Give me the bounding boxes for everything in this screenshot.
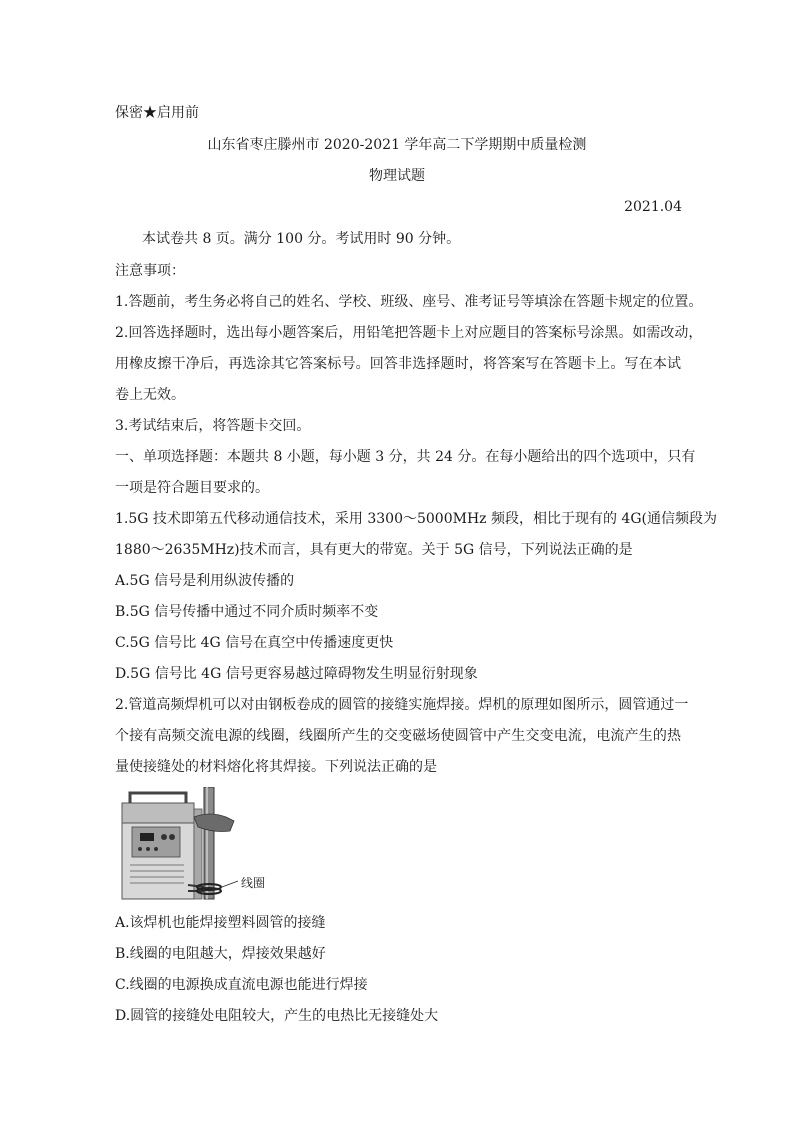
confidential-mark: 保密★启用前 [115, 105, 199, 121]
section-1-heading-line-1: 一、单项选择题：本题共 8 小题，每小题 3 分，共 24 分。在每小题给出的四个选项中，只有 [115, 449, 696, 465]
note-item-2-line-3: 卷上无效。 [115, 387, 185, 403]
question-2-stem-line-1: 2.管道高频焊机可以对由钢板卷成的圆管的接缝实施焊接。焊机的原理如图所示，圆管通过一 [115, 697, 689, 713]
note-item-3: 3.考试结束后，将答题卡交回。 [115, 418, 311, 434]
question-1-option-b: B.5G 信号传播中通过不同介质时频率不变 [115, 604, 379, 620]
subject-title: 物理试题 [369, 168, 425, 184]
note-item-1: 1.答题前，考生务必将自己的姓名、学校、班级、座号、准考证号等填涂在答题卡规定的位置。 [115, 294, 703, 310]
question-2-option-b: B.线圈的电阻越大，焊接效果越好 [115, 946, 326, 962]
exam-intro: 本试卷共 8 页。满分 100 分。考试用时 90 分钟。 [142, 231, 461, 247]
exam-title: 山东省枣庄滕州市 2020-2021 学年高二下学期期中质量检测 [207, 137, 587, 153]
question-1-option-a: A.5G 信号是利用纵波传播的 [115, 573, 295, 589]
question-2-stem-line-2: 个接有高频交流电源的线圈，线圈所产生的交变磁场使圆管中产生交变电流，电流产生的热 [115, 728, 681, 744]
question-2-stem-line-3: 量使接缝处的材料熔化将其焊接。下列说法正确的是 [115, 759, 437, 775]
question-2-option-c: C.线圈的电源换成直流电源也能进行焊接 [115, 977, 368, 993]
exam-date: 2021.04 [624, 199, 682, 215]
question-1-stem-line-1: 1.5G 技术即第五代移动通信技术，采用 3300～5000MHz 频段，相比于现有的 4G(通信频段为 [115, 511, 717, 527]
note-item-2-line-1: 2.回答选择题时，选出每小题答案后，用铅笔把答题卡上对应题目的答案标号涂黑。如需改动， [115, 325, 703, 341]
question-2-option-a: A.该焊机也能焊接塑料圆管的接缝 [115, 915, 326, 931]
notes-heading: 注意事项： [115, 263, 185, 279]
note-item-2-line-2: 用橡皮擦干净后，再选涂其它答案标号。回答非选择题时，将答案写在答题卡上。写在本试 [115, 356, 681, 372]
question-1-option-d: D.5G 信号比 4G 信号更容易越过障碍物发生明显衍射现象 [115, 666, 478, 682]
section-1-heading-line-2: 一项是符合题目要求的。 [115, 480, 269, 496]
coil-label: 线圈 [241, 876, 266, 890]
question-2-option-d: D.圆管的接缝处电阻较大，产生的电热比无接缝处大 [115, 1008, 439, 1024]
question-1-stem-line-2: 1880～2635MHz)技术而言，具有更大的带宽。关于 5G 信号，下列说法正确的是 [115, 542, 633, 558]
question-1-option-c: C.5G 信号比 4G 信号在真空中传播速度更快 [115, 635, 394, 651]
